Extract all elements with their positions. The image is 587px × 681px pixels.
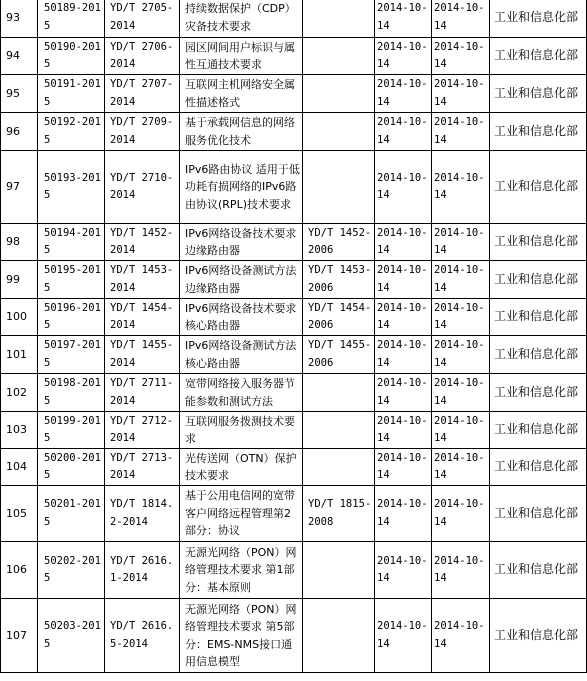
standard-number-cell: YD/T 1814.2-2014 xyxy=(105,486,180,542)
standard-number-cell: YD/T 1454-2014 xyxy=(105,299,180,336)
approval-date-cell: 2014-10-14 xyxy=(375,449,432,486)
implementation-date-cell: 2014-10-14 xyxy=(432,374,490,412)
replaced-standard-cell xyxy=(303,113,375,151)
plan-number-cell: 50198-2015 xyxy=(38,374,105,412)
row-number-cell: 93 xyxy=(1,0,38,38)
plan-number-cell: 50197-2015 xyxy=(38,336,105,374)
department-cell: 工业和信息化部 xyxy=(490,224,587,261)
table-row xyxy=(1,38,587,75)
table-row xyxy=(1,151,587,224)
replaced-standard-cell: YD/T 1452-2006 xyxy=(303,224,375,261)
replaced-standard-cell xyxy=(303,38,375,75)
department-cell: 工业和信息化部 xyxy=(490,542,587,599)
plan-number-cell: 50192-2015 xyxy=(38,113,105,151)
approval-date-cell: 2014-10-14 xyxy=(375,113,432,151)
row-number-cell: 96 xyxy=(1,113,38,151)
standard-name-cell: 持续数据保护（CDP）灾备技术要求 xyxy=(180,0,303,38)
plan-number-cell: 50189-2015 xyxy=(38,0,105,38)
plan-number-cell: 50196-2015 xyxy=(38,299,105,336)
table-row xyxy=(1,75,587,113)
approval-date-cell: 2014-10-14 xyxy=(375,224,432,261)
department-cell: 工业和信息化部 xyxy=(490,374,587,412)
approval-date-cell: 2014-10-14 xyxy=(375,299,432,336)
plan-number-cell: 50194-2015 xyxy=(38,224,105,261)
approval-date-cell: 2014-10-14 xyxy=(375,261,432,299)
standard-name-cell: IPv6网络设备技术要求 核心路由器 xyxy=(180,299,303,336)
row-number-cell: 100 xyxy=(1,299,38,336)
row-number-cell: 105 xyxy=(1,486,38,542)
plan-number-cell: 50201-2015 xyxy=(38,486,105,542)
approval-date-cell: 2014-10-14 xyxy=(375,412,432,449)
standard-number-cell: YD/T 1452-2014 xyxy=(105,224,180,261)
plan-number-cell: 50190-2015 xyxy=(38,38,105,75)
standard-number-cell: YD/T 1453-2014 xyxy=(105,261,180,299)
plan-number-cell: 50202-2015 xyxy=(38,542,105,599)
table-row xyxy=(1,113,587,151)
row-number-cell: 103 xyxy=(1,412,38,449)
implementation-date-cell: 2014-10-14 xyxy=(432,299,490,336)
standard-name-cell: 宽带网络接入服务器节能参数和测试方法 xyxy=(180,374,303,412)
approval-date-cell: 2014-10-14 xyxy=(375,374,432,412)
standard-name-cell: 无源光网络（PON）网络管理技术要求 第5部分：EMS-NMS接口通用信息模型 xyxy=(180,599,303,673)
replaced-standard-cell: YD/T 1453-2006 xyxy=(303,261,375,299)
standard-number-cell: YD/T 2711-2014 xyxy=(105,374,180,412)
row-number-cell: 101 xyxy=(1,336,38,374)
row-number-cell: 106 xyxy=(1,542,38,599)
table-row xyxy=(1,449,587,486)
standard-number-cell: YD/T 2713-2014 xyxy=(105,449,180,486)
plan-number-cell: 50193-2015 xyxy=(38,151,105,224)
standard-number-cell: YD/T 2705-2014 xyxy=(105,0,180,38)
implementation-date-cell: 2014-10-14 xyxy=(432,542,490,599)
standard-name-cell: 互联网服务拨测技术要求 xyxy=(180,412,303,449)
replaced-standard-cell: YD/T 1454-2006 xyxy=(303,299,375,336)
replaced-standard-cell xyxy=(303,412,375,449)
table-row xyxy=(1,542,587,599)
department-cell: 工业和信息化部 xyxy=(490,599,587,673)
table-row xyxy=(1,261,587,299)
standard-name-cell: 互联网主机网络安全属性描述格式 xyxy=(180,75,303,113)
standard-name-cell: 基于公用电信网的宽带客户网络远程管理第2部分：协议 xyxy=(180,486,303,542)
standard-name-cell: 基于承载网信息的网络服务优化技术 xyxy=(180,113,303,151)
standard-number-cell: YD/T 2616.1-2014 xyxy=(105,542,180,599)
department-cell: 工业和信息化部 xyxy=(490,75,587,113)
row-number-cell: 104 xyxy=(1,449,38,486)
replaced-standard-cell xyxy=(303,599,375,673)
row-number-cell: 107 xyxy=(1,599,38,673)
department-cell: 工业和信息化部 xyxy=(490,113,587,151)
standard-number-cell: YD/T 2712-2014 xyxy=(105,412,180,449)
department-cell: 工业和信息化部 xyxy=(490,412,587,449)
department-cell: 工业和信息化部 xyxy=(490,449,587,486)
approval-date-cell: 2014-10-14 xyxy=(375,151,432,224)
department-cell: 工业和信息化部 xyxy=(490,336,587,374)
implementation-date-cell: 2014-10-14 xyxy=(432,151,490,224)
row-number-cell: 99 xyxy=(1,261,38,299)
implementation-date-cell: 2014-10-14 xyxy=(432,261,490,299)
table-row xyxy=(1,0,587,38)
standard-number-cell: YD/T 2707-2014 xyxy=(105,75,180,113)
standard-name-cell: IPv6网络设备技术要求 边缘路由器 xyxy=(180,224,303,261)
table-body xyxy=(1,0,587,673)
table-row xyxy=(1,599,587,673)
approval-date-cell: 2014-10-14 xyxy=(375,0,432,38)
department-cell: 工业和信息化部 xyxy=(490,151,587,224)
replaced-standard-cell xyxy=(303,0,375,38)
replaced-standard-cell xyxy=(303,449,375,486)
implementation-date-cell: 2014-10-14 xyxy=(432,38,490,75)
plan-number-cell: 50191-2015 xyxy=(38,75,105,113)
standard-number-cell: YD/T 1455-2014 xyxy=(105,336,180,374)
approval-date-cell: 2014-10-14 xyxy=(375,599,432,673)
replaced-standard-cell xyxy=(303,151,375,224)
row-number-cell: 94 xyxy=(1,38,38,75)
department-cell: 工业和信息化部 xyxy=(490,486,587,542)
standard-number-cell: YD/T 2709-2014 xyxy=(105,113,180,151)
implementation-date-cell: 2014-10-14 xyxy=(432,599,490,673)
standard-name-cell: 无源光网络（PON）网络管理技术要求 第1部分：基本原则 xyxy=(180,542,303,599)
implementation-date-cell: 2014-10-14 xyxy=(432,75,490,113)
table-row xyxy=(1,412,587,449)
table-row xyxy=(1,336,587,374)
replaced-standard-cell: YD/T 1455-2006 xyxy=(303,336,375,374)
approval-date-cell: 2014-10-14 xyxy=(375,542,432,599)
standard-name-cell: 光传送网（OTN）保护技术要求 xyxy=(180,449,303,486)
table-row xyxy=(1,224,587,261)
implementation-date-cell: 2014-10-14 xyxy=(432,113,490,151)
department-cell: 工业和信息化部 xyxy=(490,0,587,38)
standard-name-cell: IPv6网络设备测试方法 边缘路由器 xyxy=(180,261,303,299)
approval-date-cell: 2014-10-14 xyxy=(375,336,432,374)
row-number-cell: 95 xyxy=(1,75,38,113)
plan-number-cell: 50199-2015 xyxy=(38,412,105,449)
table-row xyxy=(1,299,587,336)
implementation-date-cell: 2014-10-14 xyxy=(432,412,490,449)
department-cell: 工业和信息化部 xyxy=(490,261,587,299)
table-row xyxy=(1,486,587,542)
standard-number-cell: YD/T 2616.5-2014 xyxy=(105,599,180,673)
row-number-cell: 97 xyxy=(1,151,38,224)
department-cell: 工业和信息化部 xyxy=(490,38,587,75)
implementation-date-cell: 2014-10-14 xyxy=(432,449,490,486)
row-number-cell: 98 xyxy=(1,224,38,261)
implementation-date-cell: 2014-10-14 xyxy=(432,224,490,261)
implementation-date-cell: 2014-10-14 xyxy=(432,486,490,542)
replaced-standard-cell xyxy=(303,542,375,599)
table-row xyxy=(1,374,587,412)
plan-number-cell: 50195-2015 xyxy=(38,261,105,299)
standard-name-cell: IPv6网络设备测试方法 核心路由器 xyxy=(180,336,303,374)
approval-date-cell: 2014-10-14 xyxy=(375,486,432,542)
standard-number-cell: YD/T 2706-2014 xyxy=(105,38,180,75)
row-number-cell: 102 xyxy=(1,374,38,412)
plan-number-cell: 50200-2015 xyxy=(38,449,105,486)
plan-number-cell: 50203-2015 xyxy=(38,599,105,673)
replaced-standard-cell: YD/T 1815-2008 xyxy=(303,486,375,542)
replaced-standard-cell xyxy=(303,75,375,113)
standard-name-cell: 园区网间用户标识与属性互通技术要求 xyxy=(180,38,303,75)
replaced-standard-cell xyxy=(303,374,375,412)
implementation-date-cell: 2014-10-14 xyxy=(432,0,490,38)
department-cell: 工业和信息化部 xyxy=(490,299,587,336)
approval-date-cell: 2014-10-14 xyxy=(375,75,432,113)
standard-number-cell: YD/T 2710-2014 xyxy=(105,151,180,224)
standard-name-cell: IPv6路由协议 适用于低功耗有损网络的IPv6路由协议(RPL)技术要求 xyxy=(180,151,303,224)
approval-date-cell: 2014-10-14 xyxy=(375,38,432,75)
implementation-date-cell: 2014-10-14 xyxy=(432,336,490,374)
